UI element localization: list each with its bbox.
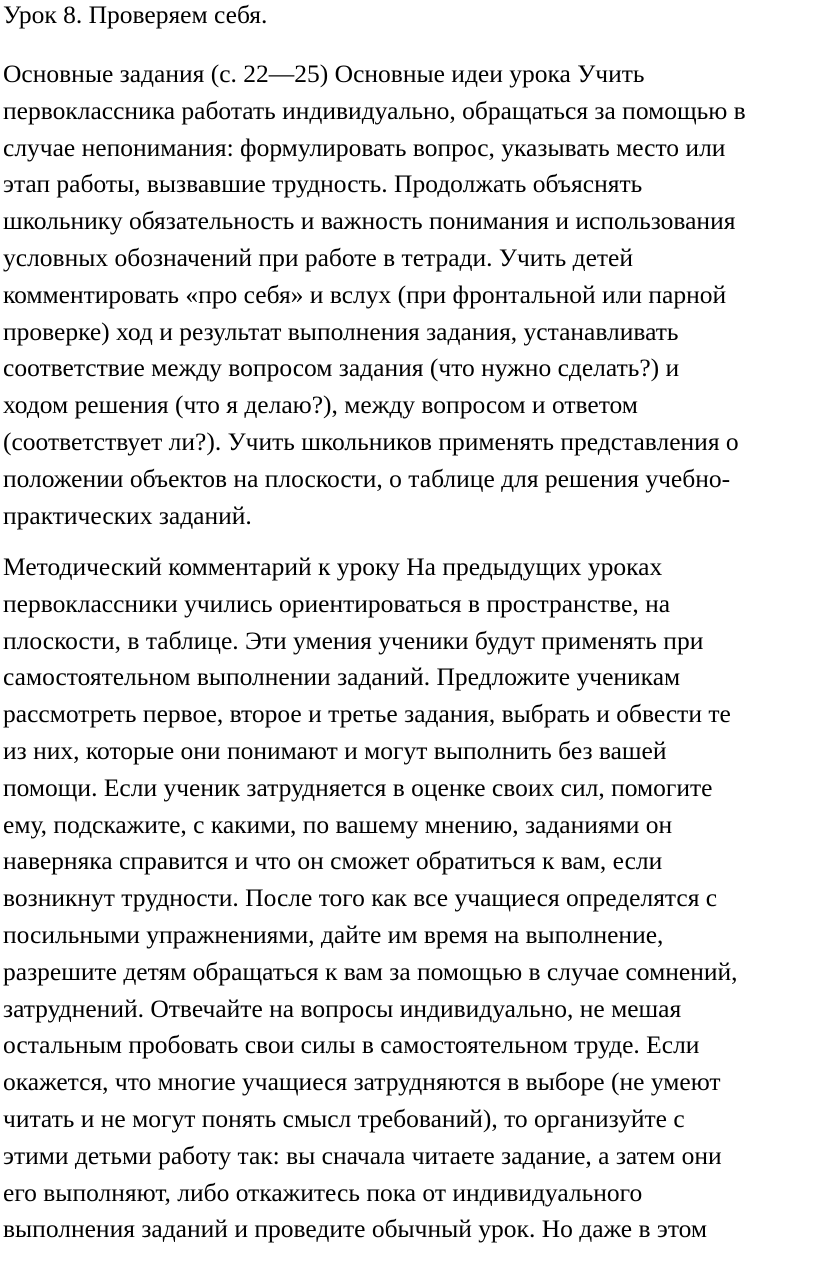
text-line: Основные задания (с. 22—25) Основные идеи урока Учить xyxy=(3,59,645,88)
lesson-title: Урок 8. Проверяем себя. xyxy=(3,0,268,29)
text-line: читать и не могут понять смысл требований), то организуйте с xyxy=(3,1103,685,1133)
text-line: первоклассники учились ориентироваться в пространстве, на xyxy=(3,588,671,618)
text-line: рассмотреть первое, второе и третье задания, выбрать и обвести те xyxy=(3,699,731,729)
text-line: плоскости, в таблице. Эти умения ученики будут применять при xyxy=(3,625,704,655)
text-line: положении объектов на плоскости, о таблице для решения учебно- xyxy=(3,463,731,493)
text-line: посильными упражнениями, дайте им время на выполнение, xyxy=(3,919,664,949)
text-line: проверке) ход и результат выполнения задания, устанавливать xyxy=(3,316,679,346)
text-line: окажется, что многие учащиеся затрудняются в выборе (не умеют xyxy=(3,1067,721,1097)
text-line: условных обозначений при работе в тетради. Учить детей xyxy=(3,242,633,272)
text-line: этими детьми работу так: вы сначала читаете задание, а затем они xyxy=(3,1140,722,1170)
text-line: этап работы, вызвавшие трудность. Продолжать объяснять xyxy=(3,169,643,199)
text-line: ходом решения (что я делаю?), между вопросом и ответом xyxy=(3,390,638,420)
text-line: случае непонимания: формулировать вопрос, указывать место или xyxy=(3,132,726,162)
text-line: из них, которые они понимают и могут выполнить без вашей xyxy=(3,735,667,765)
text-line: самостоятельном выполнении заданий. Предложите ученикам xyxy=(3,662,681,692)
text-line: (соответствует ли?). Учить школьников применять представления о xyxy=(3,426,739,456)
lesson-goals-paragraph xyxy=(3,56,815,534)
text-line: возникнут трудности. После того как все учащиеся определятся с xyxy=(3,883,718,913)
text-line: остальным пробовать свои силы в самостоятельном труде. Если xyxy=(3,1030,700,1060)
methodical-comment-paragraph xyxy=(3,549,815,1248)
text-line: первоклассника работать индивидуально, обращаться за помощью в xyxy=(3,95,746,125)
text-line: практических заданий. xyxy=(3,500,252,530)
text-line: соответствие между вопросом задания (что нужно сделать?) и xyxy=(3,353,680,383)
text-line: школьнику обязательность и важность понимания и использования xyxy=(3,206,736,236)
text-line: выполнения заданий и проведите обычный урок. Но даже в этом xyxy=(3,1214,708,1244)
text-line: затруднений. Отвечайте на вопросы индивидуально, не мешая xyxy=(3,993,682,1023)
text-line: его выполняют, либо откажитесь пока от индивидуального xyxy=(3,1177,643,1207)
text-line: помощи. Если ученик затрудняется в оценке своих сил, помогите xyxy=(3,772,713,802)
text-line: комментировать «про себя» и вслух (при фронтальной или парной xyxy=(3,279,727,309)
text-line: разрешите детям обращаться к вам за помощью в случае сомнений, xyxy=(3,956,738,986)
text-line: ему, подскажите, с какими, по вашему мнению, заданиями он xyxy=(3,809,673,839)
text-line: Методический комментарий к уроку На предыдущих уроках xyxy=(3,552,663,581)
text-line: наверняка справится и что он сможет обратиться к вам, если xyxy=(3,846,663,876)
